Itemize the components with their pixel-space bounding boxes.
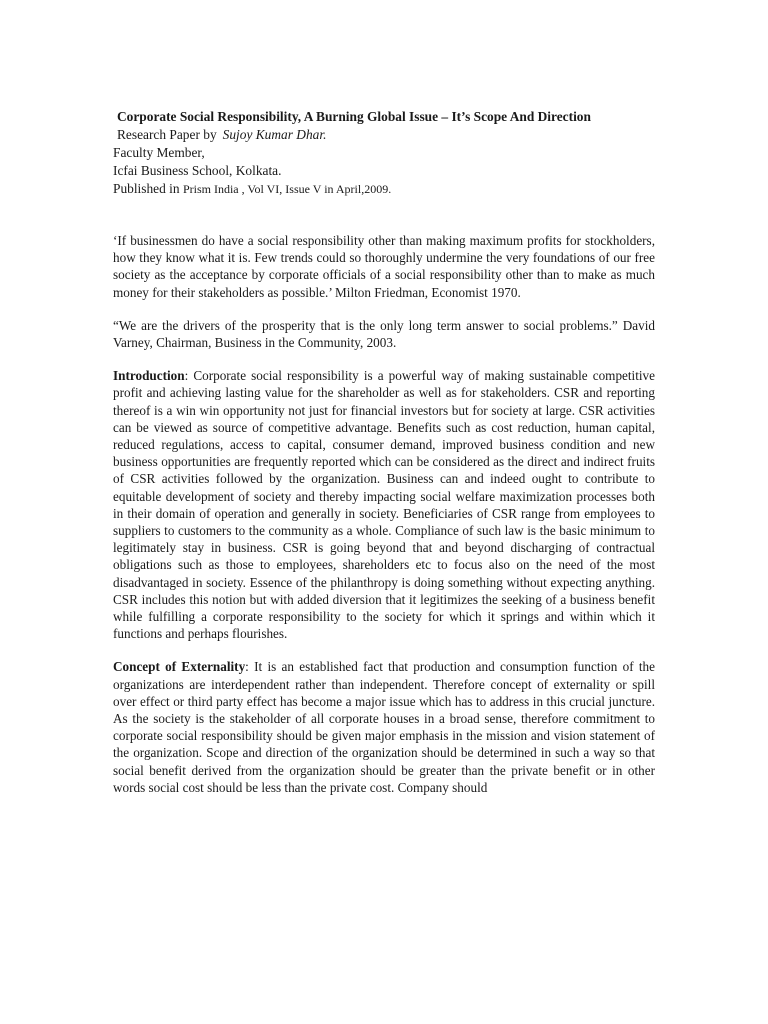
byline — [117, 126, 655, 144]
publication-detail: Prism India , Vol VI, Issue V in April,2009. — [182, 182, 392, 196]
friedman-quote: ‘If businessmen do have a social responsibility other than making maximum profits for stockholders, how they know what it is. Few trends could so thoroughly undermine the very foundations of our free society as the acceptance by corporate officials of a social responsibility other than to make as much money for their stakeholders as possible.’ Milton Friedman, Economist 1970. — [113, 233, 655, 300]
externality-paragraph — [113, 658, 655, 796]
publication-prefix: Published in — [113, 181, 180, 196]
paper-title: Corporate Social Responsibility, A Burning Global Issue – It’s Scope And Direction — [117, 109, 591, 124]
externality-text: : It is an established fact that production and consumption function of the organizations are interdependent rather than independent. Therefore concept of externality or spill over effect or third party effect has become a major issue which has to address in this crucial juncture. As the society is the stakeholder of all corporate houses in a broad sense, therefore commitment to corporate social responsibility should be given major emphasis in the mission and vision statement of the organization. Scope and direction of the organization should be determined in such a way so that social benefit derived from the organization should be greater than the private benefit or in other words social cost should be less than the private cost. Company should — [113, 659, 655, 795]
faculty-role: Faculty Member, — [113, 145, 205, 160]
publication-info — [113, 180, 655, 198]
author-name: Sujoy Kumar Dhar. — [222, 127, 327, 142]
introduction-text: : Corporate social responsibility is a powerful way of making sustainable competitive profit and achieving lasting value for the shareholder as well as for stakeholders. CSR and reporting thereof is a win win opportunity not just for financial investors but for society at large. CSR activities can be viewed as source of competitive advantage. Benefits such as cost reduction, human capital, reduced regulations, access to capital, consumer demand, improved business condition and new business opportunities are frequently reported which can be considered as the direct and indirect fruits of CSR activities followed by the organization. Business can and indeed ought to contribute to equitable development of society and thereby impacting social welfare maximization processes both in their domain of operation and generally in society. Beneficiaries of CSR range from employees to suppliers to customers to the community as a whole. Compliance of such law is the basic minimum to legitimately stay in business. CSR is going beyond that and beyond discharging of contractual obligations such as those to employees, shareholders etc to focus also on the need of the most disadvantaged in society. Essence of the philanthropy is doing something without expecting anything. CSR includes this notion but with added diversion that it legitimizes the seeking of a business benefit while fulfilling a corporate responsibility to the society for which it springs and within which it functions and perhaps flourishes. — [113, 368, 655, 642]
institution: Icfai Business School, Kolkata. — [113, 163, 282, 178]
introduction-heading: Introduction — [113, 368, 185, 384]
varney-quote: “We are the drivers of the prosperity that is the only long term answer to social problems.” David Varney, Chairman, Business in the Community, 2003. — [113, 317, 655, 351]
introduction-paragraph — [113, 367, 655, 642]
document-page — [113, 108, 655, 796]
byline-label: Research Paper by — [117, 127, 217, 142]
externality-heading: Concept of Externality — [113, 659, 246, 675]
